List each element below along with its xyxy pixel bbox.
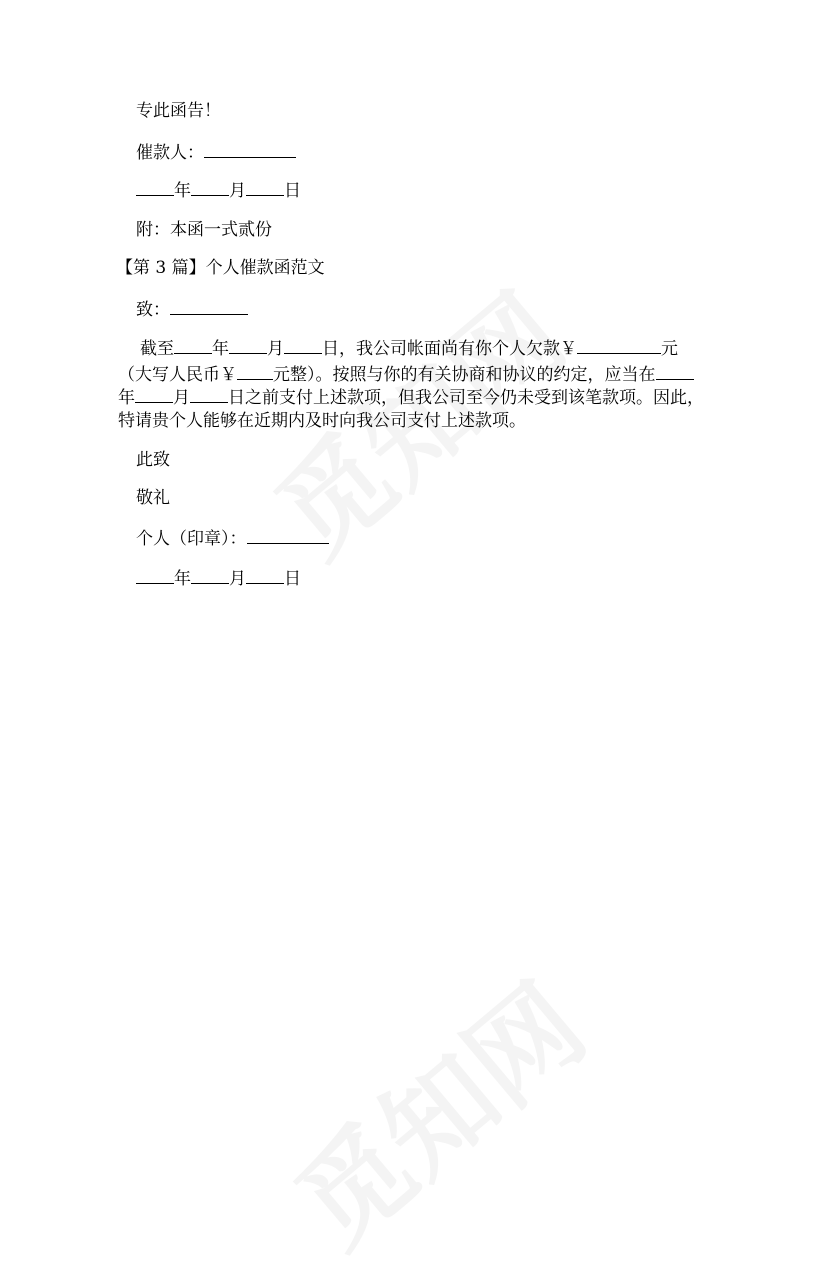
month-label: 月 [229, 569, 246, 589]
amount-words-blank [237, 362, 273, 380]
year-label: 年 [212, 339, 229, 359]
deadline-year-blank [656, 362, 694, 380]
amount-blank [577, 336, 661, 354]
day-blank [246, 566, 284, 584]
body-text: （大写人民币￥ [118, 365, 237, 385]
year-label: 年 [174, 569, 191, 589]
month-label: 月 [267, 339, 284, 359]
to-blank [170, 297, 248, 315]
month-label: 月 [229, 181, 246, 201]
seal-label: 个人（印章）： [136, 529, 247, 549]
body-line-4: 特请贵个人能够在近期内及时向我公司支付上述款项。 [118, 411, 526, 431]
date-line [136, 178, 301, 203]
salutation-1: 此致 [136, 450, 170, 470]
day-blank [190, 385, 228, 403]
month-blank [229, 336, 267, 354]
month-label: 月 [173, 388, 190, 408]
day-label: 日 [284, 181, 301, 201]
body-text: 截至 [140, 339, 174, 359]
to-line [136, 297, 248, 322]
section-heading: 【第 3 篇】个人催款函范文 [116, 258, 325, 278]
watermark-bottom [258, 942, 612, 1275]
attachment-note: 附：本函一式贰份 [136, 220, 272, 240]
day-label: 日 [284, 569, 301, 589]
year-blank [136, 178, 174, 196]
yuan-label: 元 [661, 339, 678, 359]
closing-notice: 专此函告！ [136, 101, 221, 121]
year-blank [174, 336, 212, 354]
day-blank [246, 178, 284, 196]
day-blank [284, 336, 322, 354]
year-label: 年 [174, 181, 191, 201]
month-blank [191, 178, 229, 196]
body-text: 日，我公司帐面尚有你个人欠款￥ [322, 339, 577, 359]
body-line-1 [140, 336, 678, 361]
year-label: 年 [118, 388, 135, 408]
body-text: 元整）。按照与你的有关协商和协议的约定，应当在 [273, 365, 656, 385]
to-label: 致： [136, 300, 170, 320]
salutation-2: 敬礼 [136, 488, 170, 508]
body-line-3 [118, 385, 704, 410]
collector-label: 催款人： [136, 143, 204, 163]
seal-blank [247, 526, 329, 544]
month-blank [191, 566, 229, 584]
body-line-2 [118, 362, 694, 387]
end-date-line [136, 566, 301, 591]
seal-line [136, 526, 329, 551]
collector-blank [204, 140, 296, 158]
collector-line [136, 140, 296, 165]
body-text: 日之前支付上述款项，但我公司至今仍未受到该笔款项。因此， [228, 388, 704, 408]
year-blank [136, 566, 174, 584]
month-blank [135, 385, 173, 403]
